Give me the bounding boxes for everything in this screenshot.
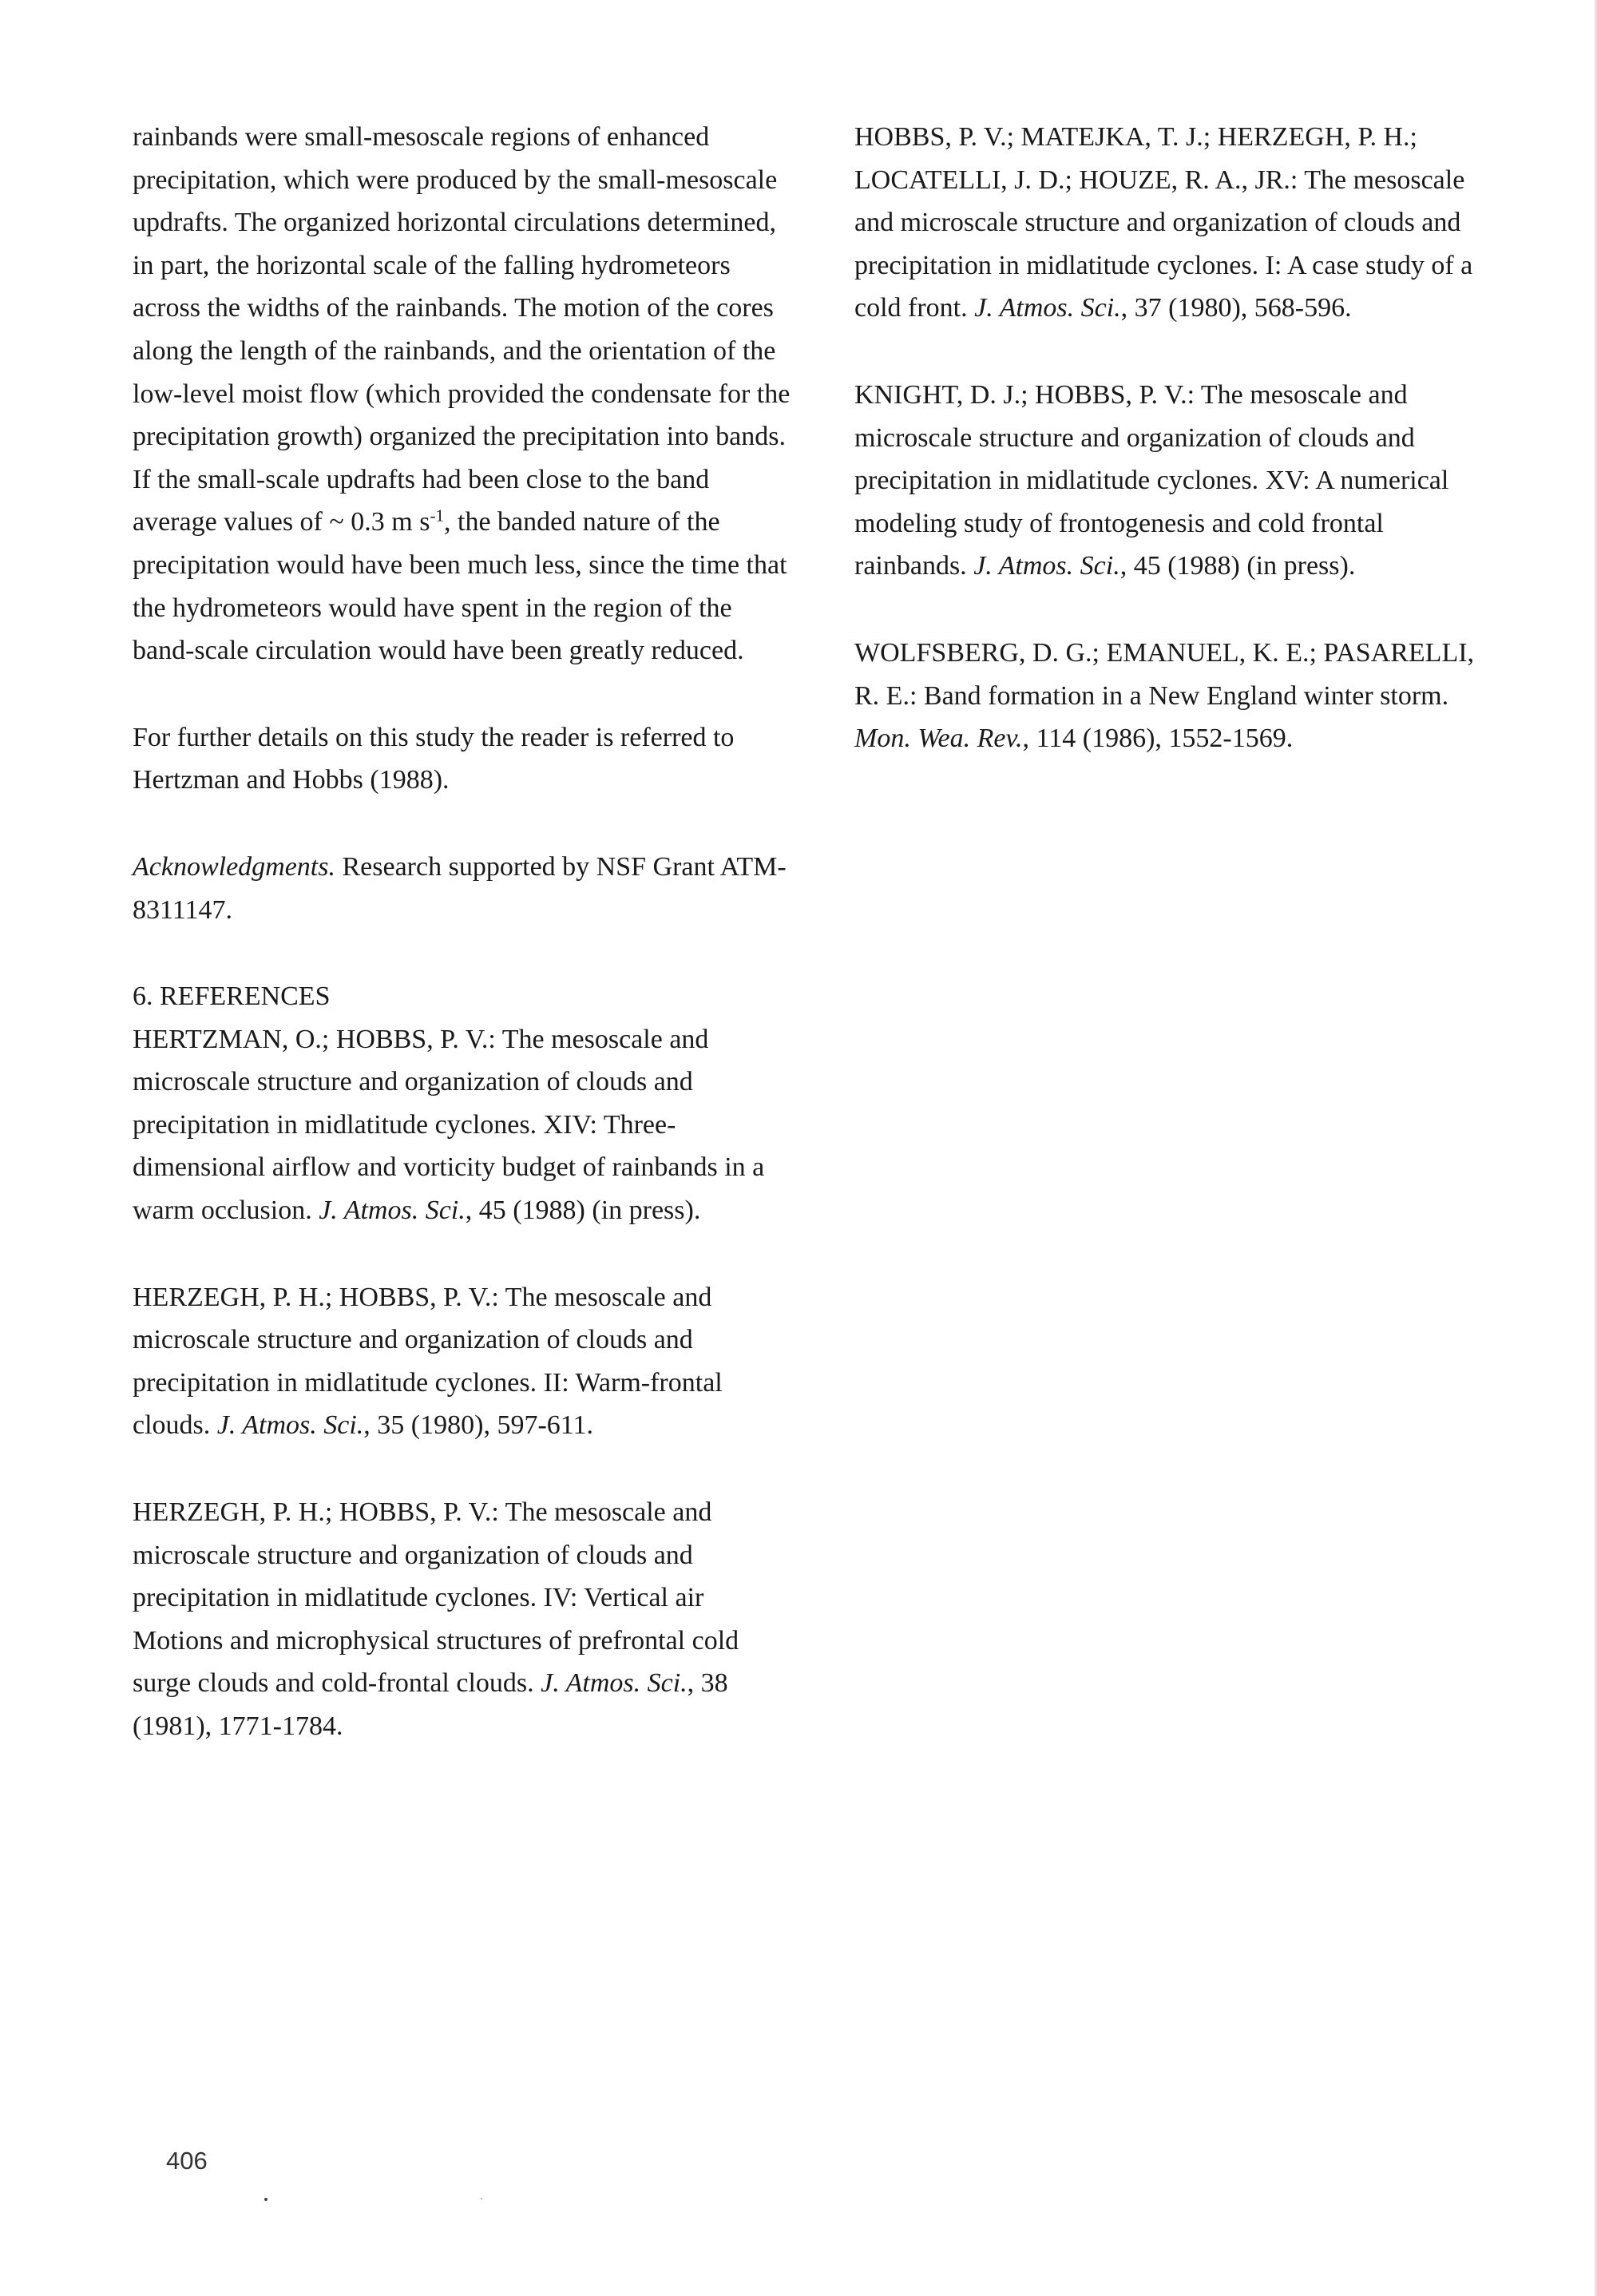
journal-name: Mon. Wea. Rev. — [854, 724, 1023, 754]
scan-speck — [264, 2198, 267, 2201]
body-paragraph-further-details: For further details on this study the reader is referred to Hertzman and Hobbs (1988). — [133, 722, 735, 795]
acknowledgments-label: Acknowledgments. — [133, 851, 335, 882]
reference-item: HERZEGH, P. H.; HOBBS, P. V.: The mesoscale and microscale structure and organization of clouds and precipitation in midlatitude cyclones. IV: Vertical air Motions and microphysical structures of prefrontal cold surge clouds and cold-frontal clouds. J. Atmos. Sci., 38 (1981), 1771-1784. — [133, 1497, 739, 1741]
reference-item: WOLFSBERG, D. G.; EMANUEL, K. E.; PASARELLI, R. E.: Band formation in a New England winter storm. Mon. Wea. Rev., 114 (1986), 1552-1569. — [854, 637, 1475, 754]
right-column — [854, 116, 1501, 804]
reference-item: HERZEGH, P. H.; HOBBS, P. V.: The mesoscale and microscale structure and organization of clouds and precipitation in midlatitude cyclones. II: Warm-frontal clouds. J. Atmos. Sci., 35 (1980), 597-611. — [133, 1282, 723, 1441]
references-heading: 6. REFERENCES — [133, 981, 331, 1012]
left-column — [133, 116, 795, 1792]
reference-item: HERTZMAN, O.; HOBBS, P. V.: The mesoscale and microscale structure and organization of clouds and precipitation in midlatitude cyclones. XIV: Three-dimensional airflow and vorticity budget of rainbands in a warm occlusion. J. Atmos. Sci., 45 (1988) (in press). — [133, 1024, 765, 1226]
acknowledgments — [133, 846, 795, 931]
journal-name: J. Atmos. Sci. — [541, 1668, 688, 1699]
acknowledgments-text: Research supported by NSF Grant ATM-8311147. — [133, 851, 787, 925]
unit-exponent: -1 — [430, 506, 445, 525]
reference-item: KNIGHT, D. J.; HOBBS, P. V.: The mesoscale and microscale structure and organization of clouds and precipitation in midlatitude cyclones. XV: A numerical modeling study of frontogenesis and cold frontal rainbands. J. Atmos. Sci., 45 (1988) (in press). — [854, 379, 1449, 581]
reference-item: HOBBS, P. V.; MATEJKA, T. J.; HERZEGH, P. H.; LOCATELLI, J. D.; HOUZE, R. A., JR.: The mesoscale and microscale structure and organization of clouds and precipitation in midlatitude cyclones. I: A case study of a cold front. J. Atmos. Sci., 37 (1980), 568-596. — [854, 122, 1473, 323]
journal-name: J. Atmos. Sci. — [973, 551, 1120, 581]
journal-name: J. Atmos. Sci. — [319, 1196, 466, 1226]
journal-name: J. Atmos. Sci. — [974, 293, 1121, 323]
journal-name: J. Atmos. Sci. — [216, 1410, 364, 1441]
scan-speck — [481, 2198, 482, 2199]
body-paragraph-rainbands: rainbands were small-mesoscale regions of enhanced precipitation, which were produced by the small-mesoscale updrafts. The organized horizontal circulations determined, in part, the horizontal scale of the falling hydrometeors across the widths of the rainbands. The motion of the cores along the length of the rainbands, and the orientation of the low-level moist flow (which provided the condensate for the precipitation growth) organized the precipitation into bands. If the small-scale updrafts had been close to the band average values of ~ 0.3 m $s^{-1}$, the banded nature of the precipitation would have been much less, since the time that the hydrometeors would have spent in the region of the band-scale circulation would have been greatly reduced. — [133, 122, 791, 666]
page-number: 406 — [166, 2147, 208, 2175]
